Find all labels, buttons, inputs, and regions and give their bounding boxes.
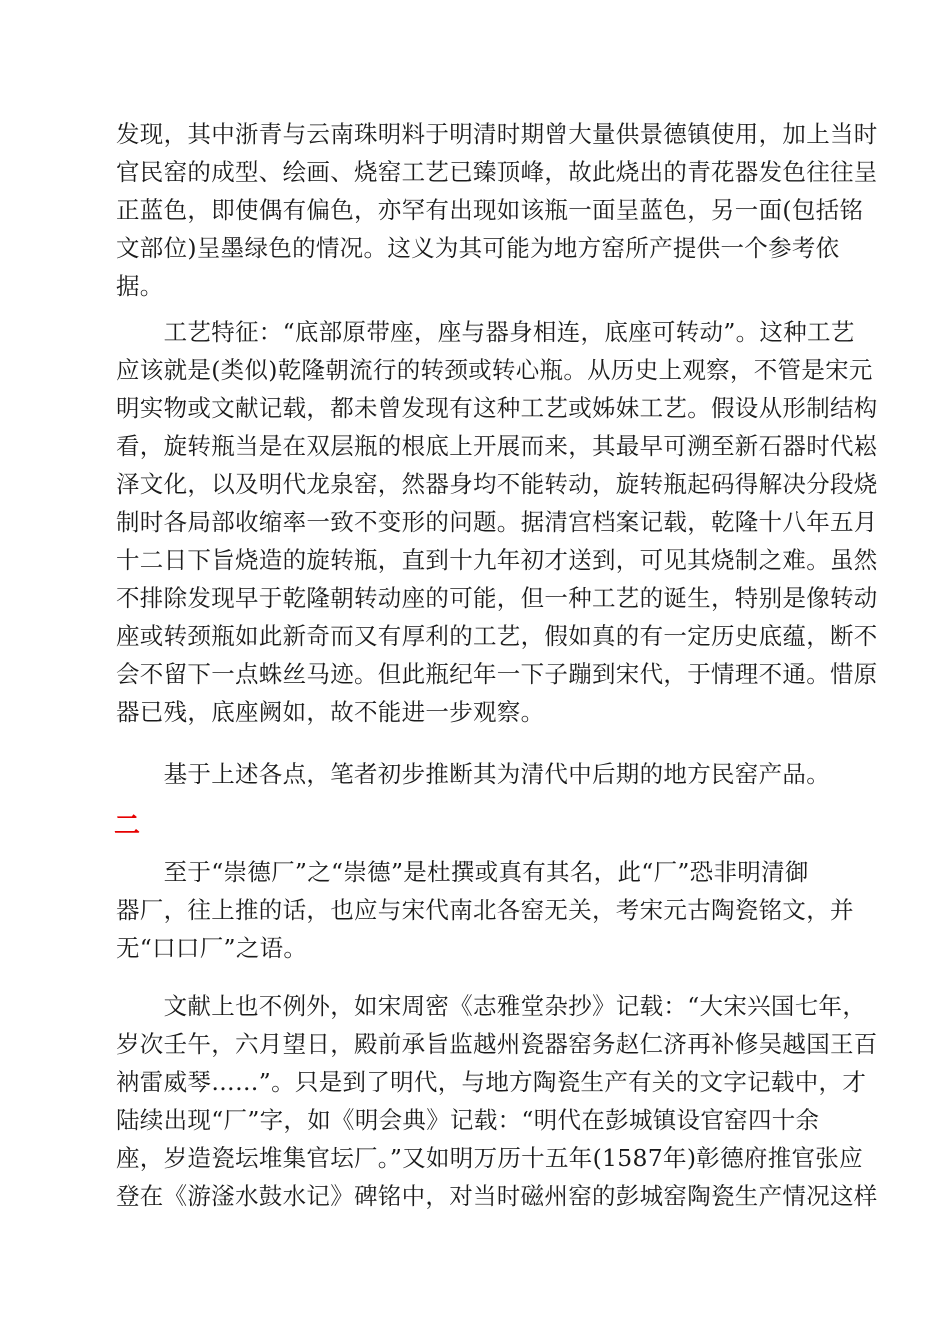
paragraph-conclusion: [116, 755, 834, 793]
section-heading-two: 二: [114, 811, 141, 841]
text-line: 文部位)呈墨绿色的情况。这义为其可能为地方窑所产提供一个参考依: [116, 234, 840, 262]
paragraph-craft-features: [116, 313, 878, 731]
text-line: 制时各局部收缩率一致不变形的问题。据清宫档案记载，乾隆十八年五月: [116, 508, 878, 536]
text-line: 文献上也不例外，如宋周密《志雅堂杂抄》记载：“大宋兴国七年，: [116, 992, 867, 1020]
text-line: 据。: [116, 272, 164, 300]
text-line: 衲雷威琴……”。只是到了明代，与地方陶瓷生产有关的文字记载中，才: [116, 1068, 867, 1096]
text-line: 正蓝色，即使偶有偏色，亦罕有出现如该瓶一面呈蓝色，另一面(包括铭: [116, 196, 864, 224]
text-line: 明实物或文献记载，都未曾发现有这种工艺或姊妹工艺。假设从形制结构: [116, 394, 878, 422]
text-line: 应该就是(类似)乾隆朝流行的转颈或转心瓶。从历史上观察，不管是宋元: [116, 356, 873, 384]
text-line: 看，旋转瓶当是在双层瓶的根底上开展而来，其最早可溯至新石器时代崧: [116, 432, 878, 460]
text-line: 工艺特征：“底部原带座，座与器身相连，底座可转动”。这种工艺: [116, 318, 855, 346]
text-line: 器厂，往上推的话，也应与宋代南北各窑无关，考宋元古陶瓷铭文，并: [116, 896, 854, 924]
text-line: 十二日下旨烧造的旋转瓶，直到十九年初才送到，可见其烧制之难。虽然: [116, 546, 878, 574]
text-line: 官民窑的成型、绘画、烧窑工艺已臻顶峰，故此烧出的青花器发色往往呈: [116, 158, 878, 186]
text-line: 会不留下一点蛛丝马迹。但此瓶纪年一下子蹦到宋代，于情理不通。惜原: [116, 660, 878, 688]
paragraph-chongde-factory: [116, 853, 854, 967]
text-line: 不排除发现早于乾隆朝转动座的可能，但一种工艺的诞生，特别是像转动: [116, 584, 878, 612]
text-line: 登在《游滏水鼓水记》碑铭中，对当时磁州窑的彭城窑陶瓷生产情况这样: [116, 1182, 878, 1210]
text-line: 发现，其中浙青与云南珠明料于明清时期曾大量供景德镇使用，加上当时: [116, 120, 878, 148]
text-line: 座，岁造瓷坛堆集官坛厂。”又如明万历十五年(1587年)彰德府推官张应: [116, 1144, 863, 1172]
text-line: 陆续出现“厂”字，如《明会典》记载：“明代在彭城镇设官窑四十余: [116, 1106, 820, 1134]
paragraph-glaze-color: [116, 115, 878, 305]
text-line: 至于“崇德厂”之“崇德”是杜撰或真有其名，此“厂”恐非明清御: [116, 858, 809, 886]
text-line: 座或转颈瓶如此新奇而又有厚利的工艺，假如真的有一定历史底蕴，断不: [116, 622, 878, 650]
text-line: 器已残，底座阙如，故不能进一步观察。: [116, 698, 545, 726]
paragraph-literature: [116, 987, 878, 1215]
text-line: 基于上述各点，笔者初步推断其为清代中后期的地方民窑产品。: [116, 760, 830, 788]
text-line: 泽文化，以及明代龙泉窑，然器身均不能转动，旋转瓶起码得解决分段烧: [116, 470, 878, 498]
text-line: 无“口口厂”之语。: [116, 934, 308, 962]
text-line: 岁次壬午，六月望日，殿前承旨监越州瓷器窑务赵仁济再补修吴越国王百: [116, 1030, 878, 1058]
